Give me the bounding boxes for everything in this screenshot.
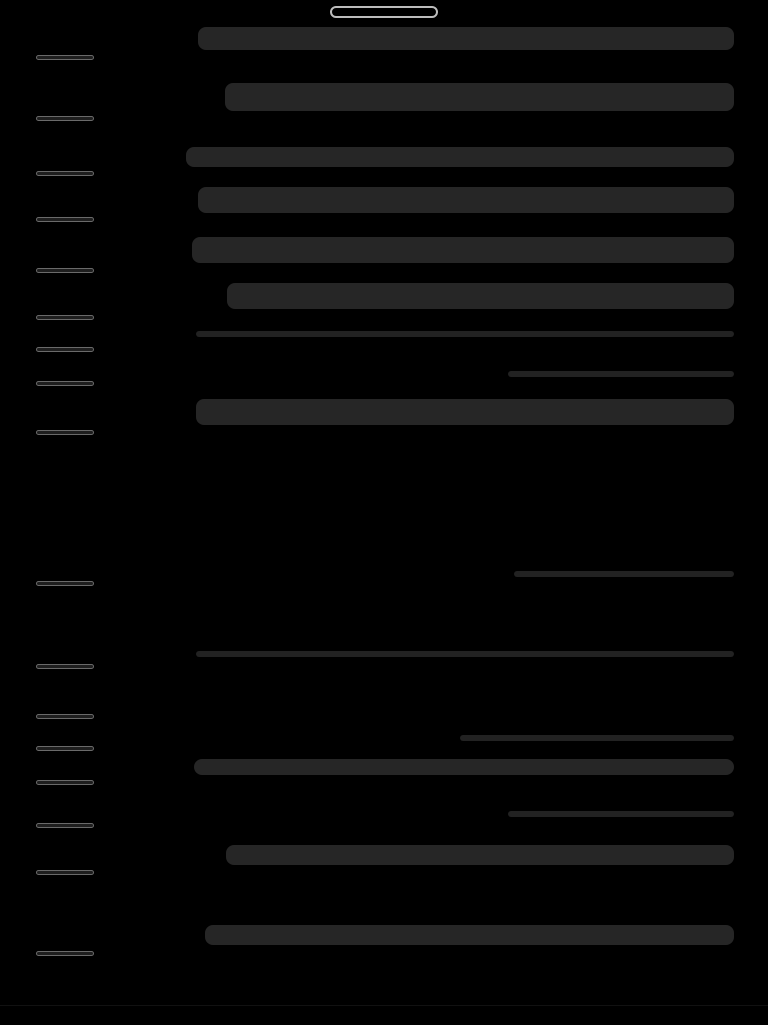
assistant-avatar: [36, 714, 94, 719]
assistant-message: [120, 578, 708, 596]
assistant-message: [120, 313, 708, 329]
assistant-avatar: [36, 217, 94, 222]
assistant-message: [120, 266, 708, 280]
assistant-avatar: [36, 581, 94, 586]
user-message-bubble: [460, 735, 734, 741]
assistant-message: [120, 712, 708, 732]
assistant-avatar: [36, 664, 94, 669]
user-message-bubble: [508, 811, 734, 817]
bottom-bar: [0, 1005, 768, 1025]
assistant-message: [120, 54, 708, 80]
assistant-message: [120, 170, 708, 186]
user-message-bubble: [194, 759, 734, 775]
assistant-avatar: [36, 347, 94, 352]
assistant-message: [120, 428, 708, 568]
user-message-bubble: [198, 27, 734, 50]
assistant-avatar: [36, 381, 94, 386]
assistant-avatar: [36, 268, 94, 273]
user-message-bubble: [508, 371, 734, 377]
assistant-avatar: [36, 171, 94, 176]
assistant-message: [120, 744, 708, 756]
assistant-avatar: [36, 870, 94, 875]
user-message-bubble: [514, 571, 734, 577]
user-message-bubble: [226, 845, 734, 865]
assistant-message: [166, 380, 708, 396]
user-message-bubble: [205, 925, 734, 945]
assistant-avatar: [36, 315, 94, 320]
user-message-bubble: [198, 187, 734, 213]
assistant-message: [166, 344, 708, 368]
user-message-bubble: [192, 237, 734, 263]
assistant-avatar: [36, 951, 94, 956]
user-message-bubble: [196, 651, 734, 657]
assistant-message: [120, 216, 708, 232]
assistant-avatar: [36, 823, 94, 828]
user-message-bubble: [225, 83, 734, 111]
assistant-avatar: [36, 430, 94, 435]
user-message-bubble: [186, 147, 734, 167]
assistant-message: [120, 868, 708, 922]
user-message-bubble: [196, 399, 734, 425]
assistant-message: [120, 661, 708, 705]
assistant-message: [120, 948, 708, 998]
assistant-avatar: [36, 746, 94, 751]
assistant-message: [166, 820, 708, 842]
assistant-message: [166, 778, 708, 808]
user-message-bubble: [227, 283, 734, 309]
assistant-message: [166, 600, 708, 648]
assistant-avatar: [36, 780, 94, 785]
user-message-bubble: [196, 331, 734, 337]
assistant-avatar: [36, 55, 94, 60]
assistant-message: [120, 116, 708, 143]
assistant-avatar: [36, 116, 94, 121]
